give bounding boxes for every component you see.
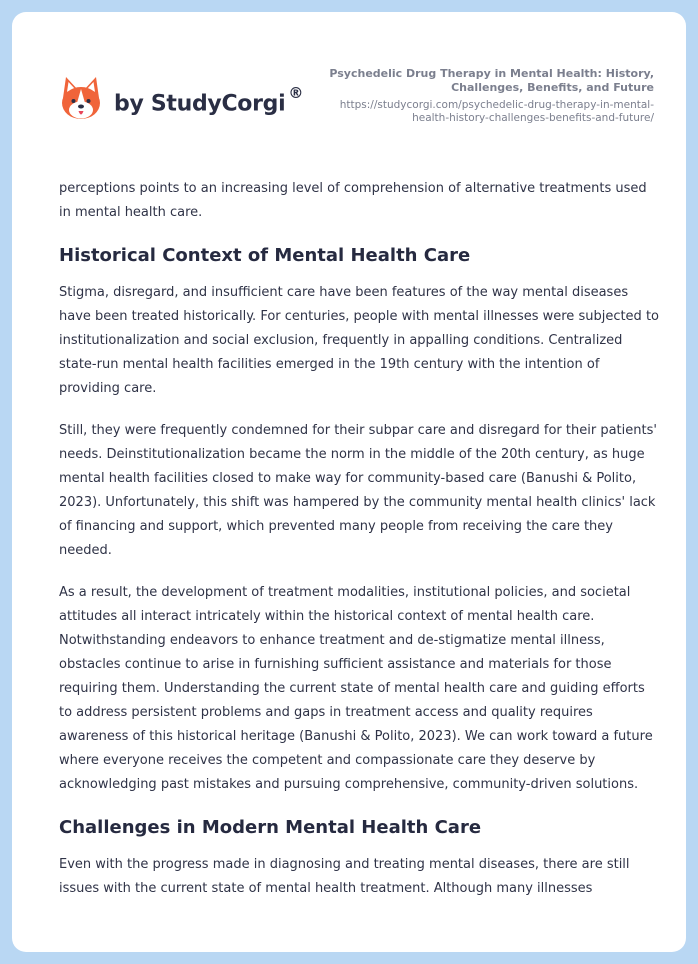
section-heading: Challenges in Modern Mental Health Care bbox=[59, 817, 482, 838]
page-header bbox=[12, 12, 686, 152]
paragraph: Stigma, disregard, and insufficient care have been features of the way mental diseases have been treated historically. For centuries, people with mental illnesses were subjected to institutionalization and social exclusion, frequently in appalling conditions. Centralized state-run mental health facilities emerged in the 19th century with the intention of providing care. bbox=[59, 285, 659, 396]
document-title: Psychedelic Drug Therapy in Mental Health: History, Challenges, Benefits, and Future bbox=[329, 67, 654, 94]
paragraph: Still, they were frequently condemned for their subpar care and disregard for their patients' needs. Deinstitutionalization became the norm in the middle of the 20th century, as huge mental health facilities closed to make way for community-based care (Banushi & Polito, 2023). Unfortunately, this shift was hampered by the community mental health clinics' lack of financing and support, which prevented many people from receiving the care they needed. bbox=[59, 423, 657, 558]
section-heading: Historical Context of Mental Health Care bbox=[59, 245, 471, 266]
article-content bbox=[59, 177, 659, 919]
corgi-icon bbox=[60, 76, 102, 122]
paragraph: Even with the progress made in diagnosing and treating mental diseases, there are still issues with the current state of mental health treatment. Although many illnesses bbox=[59, 857, 630, 896]
document-url[interactable]: https://studycorgi.com/psychedelic-drug-therapy-in-mental-health-history-challenges-benefits-and-future/ bbox=[339, 99, 654, 124]
paragraph: As a result, the development of treatment modalities, institutional policies, and societal attitudes all interact intricately within the historical context of mental health care. Notwithstanding endeavors to enhance treatment and de-stigmatize mental illness, obstacles continue to arise in furnishing sufficient assistance and materials for those requiring them. Understanding the current state of mental health care and guiding efforts to address persistent problems and gaps in treatment access and quality requires awareness of this historical heritage (Banushi & Polito, 2023). We can work toward a future where everyone receives the competent and compassionate care they deserve by acknowledging past mistakes and pursuing comprehensive, community-driven solutions. bbox=[59, 585, 653, 792]
registered-mark: ® bbox=[288, 83, 304, 102]
brand-name: by StudyCorgi ® bbox=[114, 83, 304, 117]
paragraph: perceptions points to an increasing level of comprehension of alternative treatments used in mental health care. bbox=[59, 181, 647, 220]
document-meta bbox=[314, 67, 654, 125]
document-page bbox=[12, 12, 686, 952]
studycorgi-logo[interactable] bbox=[60, 76, 303, 122]
